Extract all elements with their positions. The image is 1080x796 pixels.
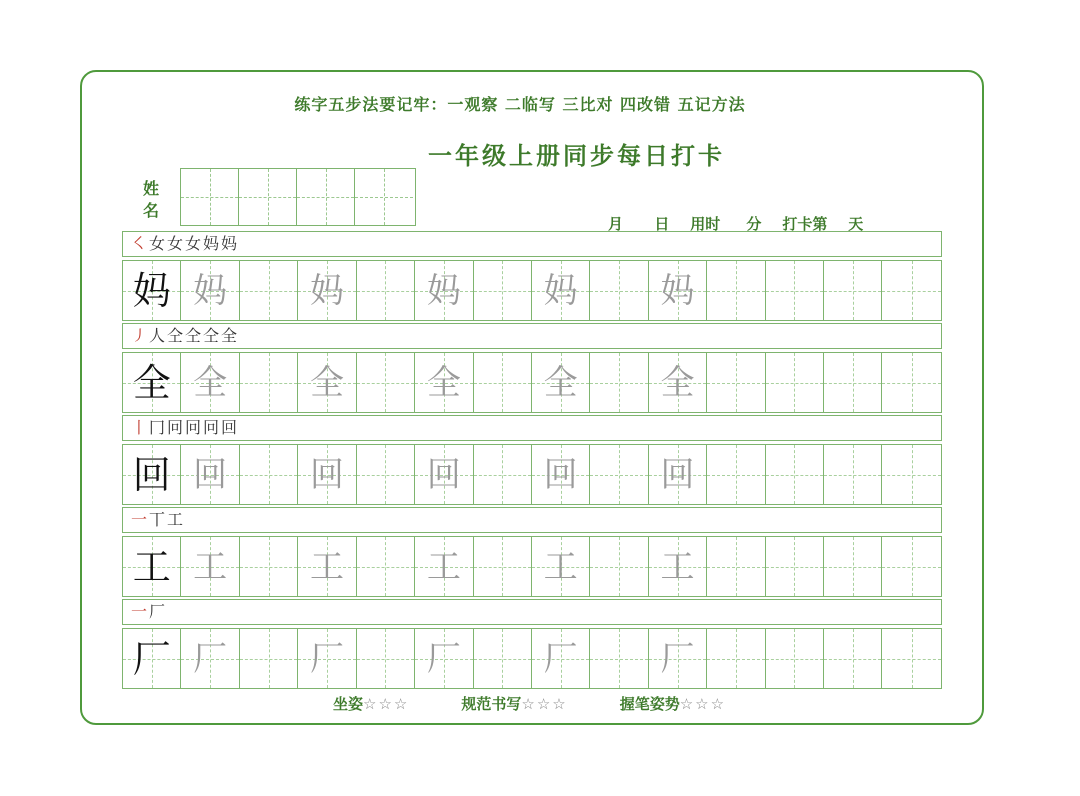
trace-character: 全 (660, 362, 695, 403)
page-title: 一年级上册同步每日打卡 (428, 141, 725, 170)
footer-label: 握笔姿势 (619, 695, 680, 713)
practice-row (122, 599, 942, 689)
stroke-order-first: 一 (131, 602, 150, 621)
stroke-order-first: ㇛ (131, 234, 150, 253)
trace-char-cell[interactable] (181, 537, 239, 596)
trace-char-cell[interactable] (415, 261, 473, 320)
trace-character: 回 (193, 454, 228, 495)
writing-cell[interactable] (707, 537, 765, 596)
writing-cell[interactable] (824, 445, 882, 504)
model-character: 厂 (132, 636, 171, 681)
footer-label: 规范书写 (461, 695, 522, 713)
stroke-order-bar (122, 415, 942, 441)
trace-char-cell[interactable] (649, 537, 707, 596)
trace-char-cell[interactable] (298, 261, 356, 320)
writing-cell[interactable] (707, 629, 765, 688)
writing-cell[interactable] (882, 445, 940, 504)
stroke-order-sequence: 女女女妈妈 (149, 234, 240, 253)
trace-character: 厂 (543, 638, 578, 679)
writing-cell[interactable] (707, 445, 765, 504)
date-month-label: 月 (608, 215, 624, 233)
writing-cell[interactable] (357, 537, 415, 596)
writing-cell[interactable] (766, 261, 824, 320)
footer-item-writing (461, 693, 567, 714)
trace-char-cell[interactable] (532, 353, 590, 412)
writing-cell[interactable] (882, 537, 940, 596)
self-evaluation-footer (333, 693, 726, 714)
trace-character: 全 (426, 362, 461, 403)
trace-character: 工 (193, 546, 228, 587)
writing-cell[interactable] (766, 537, 824, 596)
writing-cell[interactable] (474, 537, 532, 596)
trace-character: 全 (543, 362, 578, 403)
trace-character: 厂 (426, 638, 461, 679)
trace-char-cell[interactable] (415, 629, 473, 688)
writing-cell[interactable] (590, 261, 648, 320)
name-cell[interactable] (239, 169, 297, 225)
trace-char-cell[interactable] (181, 353, 239, 412)
trace-char-cell[interactable] (298, 353, 356, 412)
trace-char-cell[interactable] (181, 629, 239, 688)
star-rating[interactable]: ☆☆☆ (679, 695, 727, 713)
writing-cell[interactable] (474, 353, 532, 412)
writing-cell[interactable] (240, 629, 298, 688)
model-char-cell (123, 629, 181, 688)
writing-cell[interactable] (240, 261, 298, 320)
trace-character: 厂 (309, 638, 344, 679)
trace-character: 回 (660, 454, 695, 495)
model-char-cell (123, 353, 181, 412)
trace-character: 工 (426, 546, 461, 587)
trace-char-cell[interactable] (649, 445, 707, 504)
stroke-order-sequence: 人仝仝仝全 (149, 326, 240, 345)
footer-item-posture (333, 693, 409, 714)
stroke-order-bar (122, 231, 942, 257)
practice-row (122, 415, 942, 505)
writing-cell[interactable] (240, 445, 298, 504)
tian-grid-row (122, 260, 942, 321)
writing-cell[interactable] (766, 353, 824, 412)
date-day-label: 日 (654, 215, 670, 233)
writing-cell[interactable] (357, 353, 415, 412)
name-label (143, 178, 167, 222)
star-rating[interactable]: ☆☆☆ (521, 695, 568, 713)
writing-cell[interactable] (707, 261, 765, 320)
writing-cell[interactable] (824, 629, 882, 688)
trace-char-cell[interactable] (181, 445, 239, 504)
model-character: 全 (132, 360, 171, 405)
model-char-cell (123, 537, 181, 596)
stroke-order-first: 丨 (131, 418, 150, 437)
writing-cell[interactable] (357, 445, 415, 504)
trace-char-cell[interactable] (298, 445, 356, 504)
star-rating[interactable]: ☆☆☆ (363, 695, 410, 713)
writing-cell[interactable] (590, 353, 648, 412)
trace-char-cell[interactable] (298, 537, 356, 596)
trace-character: 工 (309, 546, 344, 587)
writing-cell[interactable] (882, 629, 940, 688)
model-character: 工 (132, 544, 171, 589)
stroke-order-sequence: 丅工 (149, 510, 186, 529)
name-cell[interactable] (355, 169, 413, 225)
writing-cell[interactable] (824, 353, 882, 412)
footer-item-grip (620, 693, 726, 714)
trace-char-cell[interactable] (532, 261, 590, 320)
trace-character: 妈 (193, 270, 228, 311)
stroke-order-bar (122, 323, 942, 349)
model-char-cell (123, 261, 181, 320)
tian-grid-row (122, 628, 942, 689)
trace-character: 回 (426, 454, 461, 495)
trace-character: 厂 (193, 638, 228, 679)
name-label-char-1: 姓 (143, 179, 160, 198)
writing-cell[interactable] (240, 353, 298, 412)
name-label-char-2: 名 (143, 201, 160, 220)
trace-char-cell[interactable] (181, 261, 239, 320)
trace-char-cell[interactable] (532, 445, 590, 504)
trace-character: 全 (309, 362, 344, 403)
trace-char-cell[interactable] (649, 353, 707, 412)
checkin-day-label: 打卡第 (782, 215, 828, 233)
stroke-order-bar (122, 599, 942, 625)
tian-grid-row (122, 352, 942, 413)
stroke-order-sequence: 冂冋冋冋回 (149, 418, 240, 437)
writing-cell[interactable] (590, 629, 648, 688)
trace-char-cell[interactable] (415, 537, 473, 596)
name-cell[interactable] (181, 169, 239, 225)
model-char-cell (123, 445, 181, 504)
writing-cell[interactable] (707, 353, 765, 412)
writing-cell[interactable] (882, 353, 940, 412)
trace-char-cell[interactable] (532, 537, 590, 596)
writing-cell[interactable] (357, 629, 415, 688)
practice-row (122, 507, 942, 597)
writing-cell[interactable] (357, 261, 415, 320)
trace-character: 回 (543, 454, 578, 495)
trace-char-cell[interactable] (415, 445, 473, 504)
practice-motto: 练字五步法要记牢：一观察 二临写 三比对 四改错 五记方法 (294, 95, 746, 114)
writing-cell[interactable] (766, 445, 824, 504)
trace-char-cell[interactable] (649, 629, 707, 688)
writing-cell[interactable] (240, 537, 298, 596)
footer-label: 坐姿 (333, 695, 364, 713)
practice-row (122, 323, 942, 413)
trace-character: 妈 (543, 270, 578, 311)
model-character: 妈 (132, 268, 171, 313)
minutes-label: 分 (746, 215, 762, 233)
writing-cell[interactable] (590, 445, 648, 504)
stroke-order-first: 一 (131, 510, 150, 529)
trace-char-cell[interactable] (415, 353, 473, 412)
writing-cell[interactable] (474, 445, 532, 504)
writing-cell[interactable] (474, 261, 532, 320)
writing-cell[interactable] (590, 537, 648, 596)
writing-cell[interactable] (882, 261, 940, 320)
day-suffix-label: 天 (848, 215, 864, 233)
trace-character: 工 (543, 546, 578, 587)
trace-character: 全 (193, 362, 228, 403)
stroke-order-bar (122, 507, 942, 533)
stroke-order-sequence: 厂 (149, 602, 168, 621)
tian-grid-row (122, 444, 942, 505)
trace-character: 妈 (660, 270, 695, 311)
trace-char-cell[interactable] (532, 629, 590, 688)
trace-char-cell[interactable] (649, 261, 707, 320)
writing-cell[interactable] (766, 629, 824, 688)
stroke-order-first: ㇓ (131, 326, 150, 345)
writing-cell[interactable] (824, 261, 882, 320)
writing-cell[interactable] (474, 629, 532, 688)
trace-char-cell[interactable] (298, 629, 356, 688)
name-input-grid[interactable] (180, 168, 416, 226)
trace-character: 妈 (426, 270, 461, 311)
practice-row (122, 231, 942, 321)
trace-character: 妈 (309, 270, 344, 311)
trace-character: 工 (660, 546, 695, 587)
trace-character: 厂 (660, 638, 695, 679)
time-used-label: 用时 (690, 215, 721, 233)
name-cell[interactable] (297, 169, 355, 225)
model-character: 回 (132, 452, 171, 497)
writing-cell[interactable] (824, 537, 882, 596)
tian-grid-row (122, 536, 942, 597)
trace-character: 回 (309, 454, 344, 495)
